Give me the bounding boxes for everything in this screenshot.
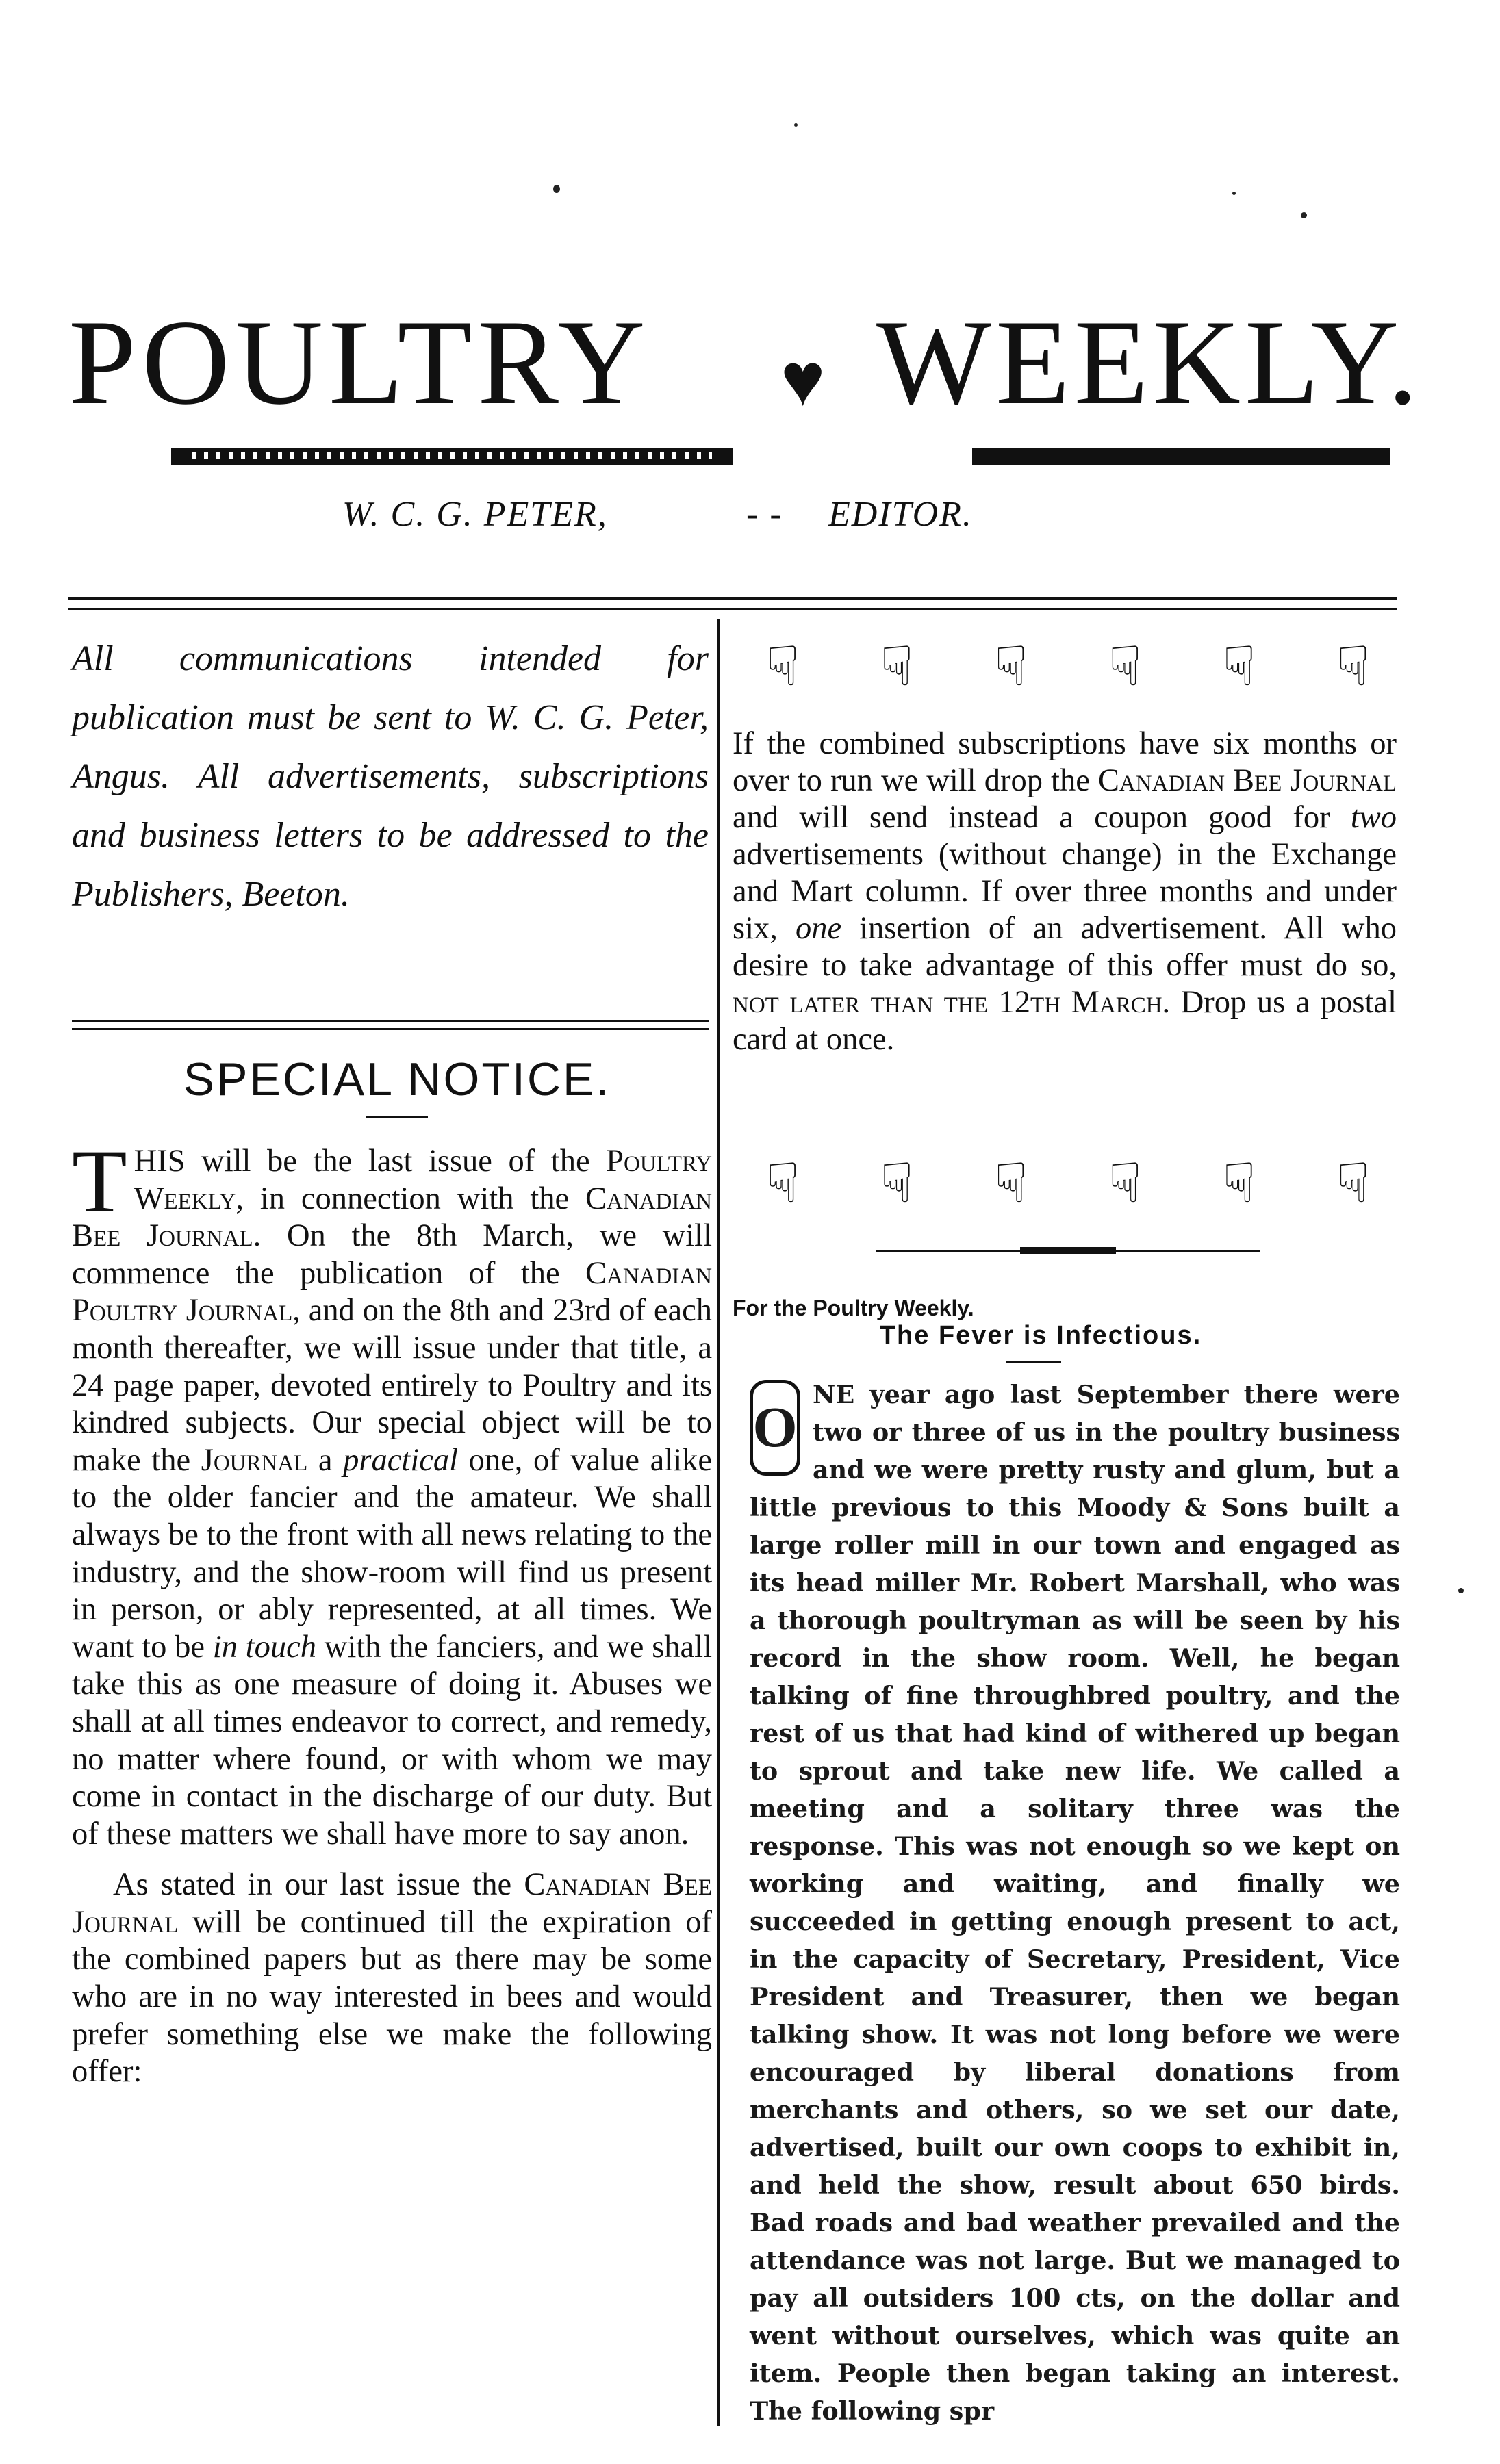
pointing-hand-icon: ☟ bbox=[765, 1154, 800, 1214]
masthead-title-right: WEEKLY. bbox=[876, 294, 1423, 430]
pointing-hand-icon: ☟ bbox=[1336, 637, 1370, 697]
p1-sc3: Canadian Poultry Journal bbox=[72, 1255, 713, 1329]
drop-cap-boxed: O bbox=[750, 1380, 800, 1476]
header-rule-top bbox=[68, 597, 1397, 600]
offer-e: . Drop us a postal card at once. bbox=[733, 985, 1397, 1057]
pointing-hand-icon: ☟ bbox=[880, 1154, 914, 1214]
header-rule-bottom bbox=[68, 608, 1397, 610]
ink-speck bbox=[553, 185, 560, 193]
editor-name: W. C. G. PETER, bbox=[342, 495, 608, 534]
offer-text bbox=[733, 726, 1397, 1058]
p2-sc1: Canadian Bee Journal bbox=[72, 1867, 712, 1940]
pointing-hand-icon: ☟ bbox=[994, 637, 1028, 697]
heading-underline bbox=[366, 1116, 428, 1118]
offer-d: insertion of an advertisement. All who desire to take advantage of this offer must do so, bbox=[733, 911, 1397, 983]
special-notice-body bbox=[72, 1131, 713, 2105]
pointing-hand-icon: ☟ bbox=[1108, 637, 1142, 697]
title-underline bbox=[1006, 1361, 1061, 1363]
ink-speck bbox=[1458, 1588, 1464, 1593]
p1-sc4: Journal bbox=[201, 1442, 308, 1478]
notice-rule-1 bbox=[72, 1020, 709, 1022]
editor-dash: - - bbox=[746, 495, 783, 534]
p1-e: one, of value alike to the older fancier and the amateur. We shall always be to the front with all news relating to the industry, and the show-room will find us present in person, or ably represented, at all times. We want to be bbox=[72, 1442, 713, 1665]
offer-c: advertisements (without change) in the Exchange and Mart column. If over three months and under six, bbox=[733, 837, 1397, 946]
column-divider bbox=[717, 619, 720, 2426]
masthead bbox=[68, 294, 1423, 465]
offer-sc2: not later than the 12th March bbox=[733, 985, 1162, 1020]
offer-a: If the combined subscriptions have six months or over to run we will drop the bbox=[733, 726, 1397, 798]
pointing-hand-icon: ☟ bbox=[1336, 1154, 1370, 1214]
pointing-hand-icon: ☟ bbox=[1108, 1154, 1142, 1214]
p1-c: , and on the 8th and 23rd of each month thereafter, we will issue under that title, a 24 page paper, devoted entirely to Poultry and its kindred subjects. Our special object will be to make the bbox=[72, 1293, 712, 1478]
offer-italic1: two bbox=[1350, 800, 1397, 835]
article-byline: For the Poultry Weekly. bbox=[733, 1296, 974, 1320]
offer-italic2: one bbox=[795, 911, 842, 946]
offer-rule-ornament bbox=[1020, 1247, 1116, 1254]
editor-role: EDITOR. bbox=[828, 495, 973, 534]
special-notice-paragraph-2 bbox=[72, 1866, 712, 2091]
p1-f: with the fanciers, and we shall take this as one measure of doing it. Abuses we shall at all times endeavor to correct, and remedy, no matter where found, or with whom we may come in contact in the discharge of our duty. But of these matters we shall have more to say anon. bbox=[72, 1629, 713, 1851]
drop-cap: T bbox=[72, 1131, 127, 1231]
article-body bbox=[750, 1376, 1400, 2430]
masthead-bar-right bbox=[972, 448, 1390, 465]
p2-b: will be continued till the expiration of the combined papers but as there may be some who are in no way interested in bees and would prefer something else we make the following offer: bbox=[72, 1904, 713, 2090]
p1-first: HIS will be the last issue of the bbox=[134, 1144, 590, 1179]
pointing-hands-row-top bbox=[726, 637, 1410, 697]
article-title: The Fever is Infectious. bbox=[879, 1321, 1202, 1350]
pointing-hand-icon: ☟ bbox=[880, 637, 914, 697]
masthead-bar-left bbox=[171, 448, 733, 465]
ink-speck bbox=[1301, 212, 1307, 218]
masthead-title-left: POULTRY bbox=[68, 294, 651, 430]
ink-speck bbox=[794, 123, 798, 127]
offer-b: and will send instead a coupon good for bbox=[733, 800, 1330, 835]
p1-sc2: Canadian Bee Journal bbox=[72, 1181, 713, 1254]
ink-speck bbox=[1232, 192, 1236, 195]
heart-ornament-icon: ♥ bbox=[780, 338, 826, 422]
offer-sc1: Canadian Bee Journal bbox=[1097, 763, 1397, 798]
pointing-hand-icon: ☟ bbox=[1222, 637, 1256, 697]
notice-box: All communications intended for publication must be sent to W. C. G. Peter, Angus. All advertisements, subscriptions and business letters to be addressed to the Publishers, Beeton. bbox=[72, 639, 709, 914]
p2-a: As stated in our last issue the bbox=[113, 1867, 512, 1903]
pointing-hand-icon: ☟ bbox=[994, 1154, 1028, 1214]
p1-sc1: Poultry Weekly bbox=[134, 1144, 712, 1216]
pointing-hand-icon: ☟ bbox=[765, 637, 800, 697]
p1-italic2: in touch bbox=[212, 1629, 316, 1665]
p1-d: a bbox=[318, 1442, 333, 1478]
p1-b: . On the 8th March, we will commence the publication of the bbox=[72, 1218, 713, 1291]
special-notice-heading: SPECIAL NOTICE. bbox=[183, 1053, 611, 1105]
special-notice-paragraph-1 bbox=[72, 1131, 713, 1853]
article-text: NE year ago last September there were two or three of us in the poultry business and we were pretty rusty and glum, but a little previous to this Moody & Sons built a large roller mill in our town and engaged as its head miller Mr. Robert Marshall, who was a thorough poultryman as will be seen by his record in the show room. Well, he began talking of fine throughbred poultry, and the rest of us that had kind of withered up began to sprout and take new life. We called a meeting and a solitary three was the response. This was not enough so we kept on working and waiting, and finally we succeeded in getting enough present to act, in the capacity of Secretary, President, Vice President and Treasurer, then we began talking show. It was not long before we were encouraged by liberal donations from merchants and others, so we set our date, advertised, built our own coops to exhibit in, and held the show, result about 650 birds. Bad roads and bad weather prevailed and the attendance was not large. But we managed to pay all outsiders 100 cts, on the dollar and went without ourselves, which was quite an item. People then began taking an interest. The following spr bbox=[750, 1380, 1400, 2426]
pointing-hand-icon: ☟ bbox=[1222, 1154, 1256, 1214]
notice-rule-2 bbox=[72, 1028, 709, 1030]
p1-a: , in connection with the bbox=[236, 1181, 570, 1216]
p1-italic1: practical bbox=[343, 1442, 459, 1478]
editor-line bbox=[342, 494, 1164, 542]
pointing-hands-row-bottom bbox=[726, 1154, 1410, 1214]
